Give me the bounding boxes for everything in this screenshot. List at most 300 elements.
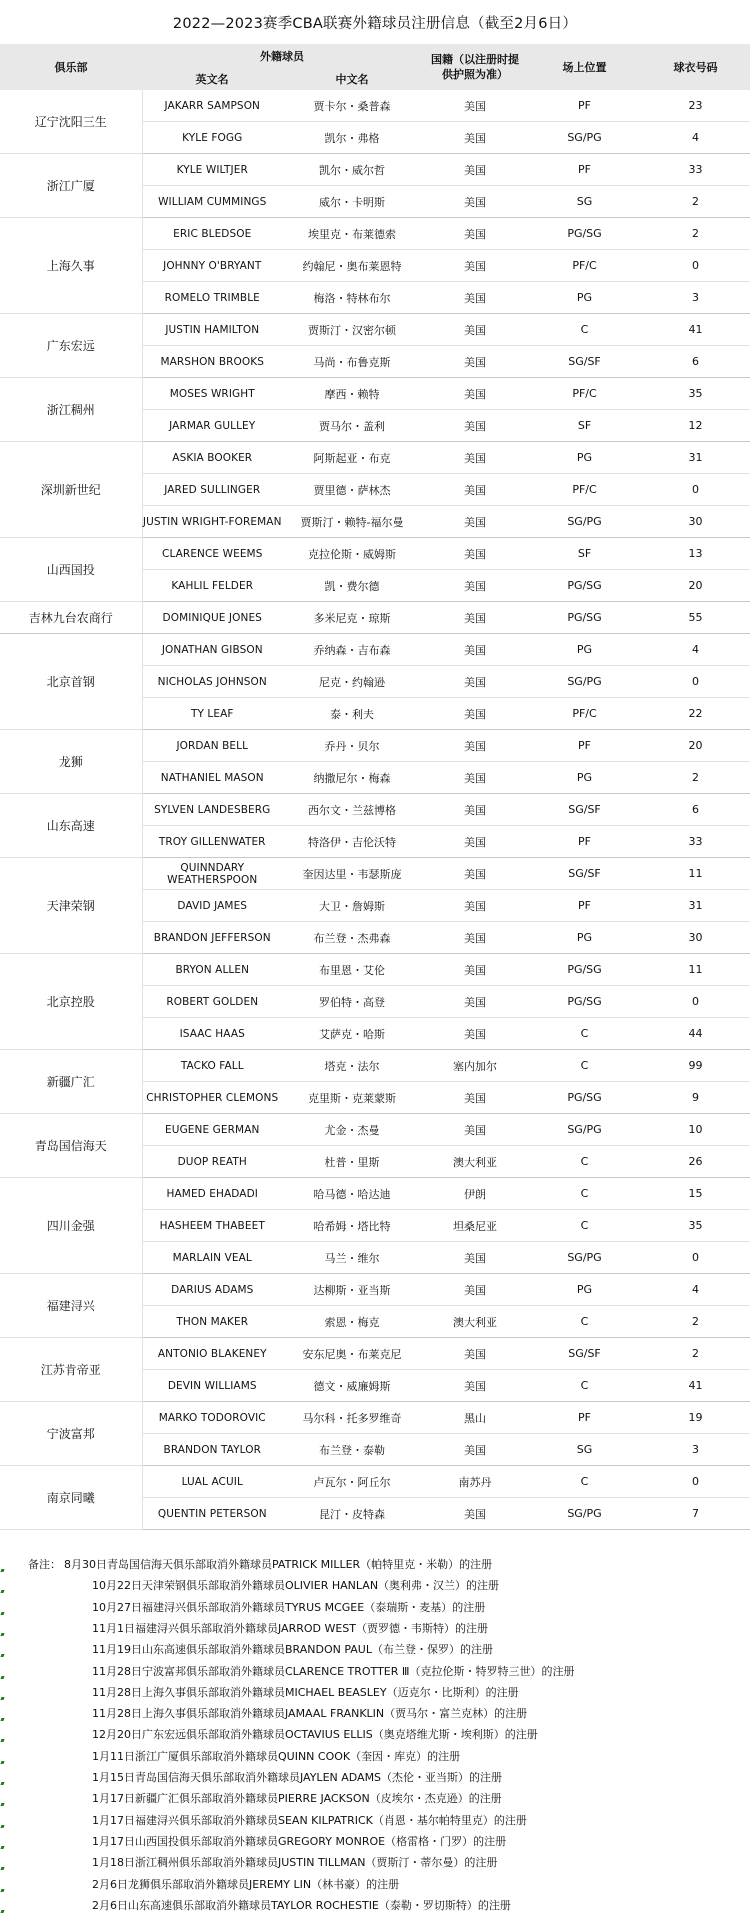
jersey-number-cell: 31 (641, 890, 750, 922)
club-name: 南京同曦 (0, 1466, 142, 1530)
position-cell: PF/C (528, 250, 641, 282)
chinese-name-cell: 特洛伊・吉伦沃特 (282, 826, 422, 858)
bullet-mark-icon (0, 1910, 4, 1913)
chinese-name-cell: 克拉伦斯・威姆斯 (282, 538, 422, 570)
english-name-cell: LUAL ACUIL (142, 1466, 282, 1498)
note-text: 1月15日青岛国信海天俱乐部取消外籍球员JAYLEN ADAMS（杰伦・亚当斯）的注册 (92, 1771, 503, 1784)
position-cell: SG/PG (528, 122, 641, 154)
english-name-cell: MOSES WRIGHT (142, 378, 282, 410)
nationality-cell: 美国 (422, 1274, 528, 1306)
bullet-mark-icon (0, 1612, 4, 1615)
jersey-number-cell: 11 (641, 954, 750, 986)
english-name-cell: CLARENCE WEEMS (142, 538, 282, 570)
nationality-cell: 美国 (422, 474, 528, 506)
chinese-name-cell: 贾斯汀・汉密尔顿 (282, 314, 422, 346)
position-cell: PF (528, 1402, 641, 1434)
jersey-number-cell: 0 (641, 666, 750, 698)
bullet-mark-icon (0, 1676, 4, 1679)
chinese-name-cell: 约翰尼・奥布莱恩特 (282, 250, 422, 282)
jersey-number-cell: 31 (641, 442, 750, 474)
nationality-cell: 美国 (422, 1338, 528, 1370)
table-row (0, 794, 750, 826)
jersey-number-cell: 30 (641, 506, 750, 538)
position-cell: C (528, 1370, 641, 1402)
chinese-name-cell: 安东尼奥・布莱克尼 (282, 1338, 422, 1370)
position-cell: PG (528, 922, 641, 954)
chinese-name-cell: 奎因达里・韦瑟斯庞 (282, 858, 422, 890)
position-cell: SG/SF (528, 346, 641, 378)
nationality-cell: 美国 (422, 442, 528, 474)
jersey-number-cell: 26 (641, 1146, 750, 1178)
chinese-name-cell: 凯尔・弗格 (282, 122, 422, 154)
header-club: 俱乐部 (0, 44, 142, 90)
english-name-cell: DEVIN WILLIAMS (142, 1370, 282, 1402)
position-cell: SG/SF (528, 1338, 641, 1370)
chinese-name-cell: 大卫・詹姆斯 (282, 890, 422, 922)
club-name: 青岛国信海天 (0, 1114, 142, 1178)
header-jersey: 球衣号码 (641, 44, 750, 90)
table-row (0, 218, 750, 250)
position-cell: PF (528, 890, 641, 922)
bullet-mark-icon (0, 1761, 4, 1764)
position-cell: PG (528, 1274, 641, 1306)
english-name-cell: JARED SULLINGER (142, 474, 282, 506)
chinese-name-cell: 布兰登・泰勒 (282, 1434, 422, 1466)
chinese-name-cell: 摩西・赖特 (282, 378, 422, 410)
english-name-cell: SYLVEN LANDESBERG (142, 794, 282, 826)
nationality-cell: 美国 (422, 282, 528, 314)
bullet-mark-icon (0, 1739, 4, 1742)
english-name-cell: TACKO FALL (142, 1050, 282, 1082)
position-cell: PF/C (528, 378, 641, 410)
position-cell: PG/SG (528, 1082, 641, 1114)
jersey-number-cell: 12 (641, 410, 750, 442)
note-text: 11月1日福建浔兴俱乐部取消外籍球员JARROD WEST（贾罗德・韦斯特）的注册 (92, 1621, 489, 1635)
english-name-cell: QUENTIN PETERSON (142, 1498, 282, 1530)
nationality-cell: 美国 (422, 1370, 528, 1402)
position-cell: PG/SG (528, 570, 641, 602)
club-name: 天津荣钢 (0, 858, 142, 954)
club-name: 宁波富邦 (0, 1402, 142, 1466)
position-cell: PF/C (528, 698, 641, 730)
bullet-mark-icon (0, 1633, 4, 1636)
nationality-cell: 美国 (422, 986, 528, 1018)
english-name-cell: MARKO TODOROVIC (142, 1402, 282, 1434)
english-name-cell: JUSTIN WRIGHT-FOREMAN (142, 506, 282, 538)
club-name: 吉林九台农商行 (0, 602, 142, 634)
bullet-mark-icon (0, 1654, 4, 1657)
nationality-cell: 美国 (422, 666, 528, 698)
chinese-name-cell: 卢瓦尔・阿丘尔 (282, 1466, 422, 1498)
bullet-mark-icon (0, 1846, 4, 1849)
nationality-cell: 澳大利亚 (422, 1306, 528, 1338)
jersey-number-cell: 3 (641, 1434, 750, 1466)
nationality-cell: 美国 (422, 1498, 528, 1530)
english-name-cell: ANTONIO BLAKENEY (142, 1338, 282, 1370)
english-name-cell: KAHLIL FELDER (142, 570, 282, 602)
chinese-name-cell: 马兰・维尔 (282, 1242, 422, 1274)
chinese-name-cell: 阿斯起亚・布克 (282, 442, 422, 474)
table-row (0, 1114, 750, 1146)
chinese-name-cell: 贾马尔・盖利 (282, 410, 422, 442)
jersey-number-cell: 41 (641, 1370, 750, 1402)
nationality-cell: 美国 (422, 218, 528, 250)
nationality-cell: 美国 (422, 762, 528, 794)
nationality-cell: 塞内加尔 (422, 1050, 528, 1082)
chinese-name-cell: 艾萨克・哈斯 (282, 1018, 422, 1050)
chinese-name-cell: 克里斯・克莱蒙斯 (282, 1082, 422, 1114)
chinese-name-cell: 德文・威廉姆斯 (282, 1370, 422, 1402)
english-name-cell: TY LEAF (142, 698, 282, 730)
position-cell: SG/PG (528, 1114, 641, 1146)
table-row (0, 442, 750, 474)
english-name-cell: HAMED EHADADI (142, 1178, 282, 1210)
english-name-cell: JORDAN BELL (142, 730, 282, 762)
jersey-number-cell: 0 (641, 986, 750, 1018)
position-cell: PF (528, 90, 641, 122)
jersey-number-cell: 35 (641, 378, 750, 410)
bullet-mark-icon (0, 1718, 4, 1721)
bullet-mark-icon (0, 1867, 4, 1870)
jersey-number-cell: 4 (641, 1274, 750, 1306)
nationality-cell: 伊朗 (422, 1178, 528, 1210)
position-cell: SG/SF (528, 858, 641, 890)
chinese-name-cell: 昆汀・皮特森 (282, 1498, 422, 1530)
position-cell: PG/SG (528, 218, 641, 250)
table-row (0, 858, 750, 890)
table-row (0, 378, 750, 410)
position-cell: PG/SG (528, 954, 641, 986)
position-cell: SG/PG (528, 1498, 641, 1530)
table-row (0, 90, 750, 122)
nationality-cell: 美国 (422, 730, 528, 762)
club-name: 上海久事 (0, 218, 142, 314)
jersey-number-cell: 0 (641, 250, 750, 282)
position-cell: SG/PG (528, 666, 641, 698)
note-text: 11月19日山东高速俱乐部取消外籍球员BRANDON PAUL（布兰登・保罗）的注册 (92, 1643, 493, 1657)
jersey-number-cell: 41 (641, 314, 750, 346)
club-name: 深圳新世纪 (0, 442, 142, 538)
club-name: 福建浔兴 (0, 1274, 142, 1338)
chinese-name-cell: 多米尼克・琼斯 (282, 602, 422, 634)
chinese-name-cell: 达柳斯・亚当斯 (282, 1274, 422, 1306)
position-cell: PG (528, 282, 641, 314)
english-name-cell: ROBERT GOLDEN (142, 986, 282, 1018)
table-row (0, 1338, 750, 1370)
jersey-number-cell: 2 (641, 218, 750, 250)
table-row (0, 602, 750, 634)
note-text: 11月28日上海久事俱乐部取消外籍球员MICHAEL BEASLEY（迈克尔・比斯利）的注册 (92, 1685, 519, 1699)
jersey-number-cell: 10 (641, 1114, 750, 1146)
jersey-number-cell: 19 (641, 1402, 750, 1434)
english-name-cell: JONATHAN GIBSON (142, 634, 282, 666)
club-name: 山西国投 (0, 538, 142, 602)
position-cell: C (528, 1210, 641, 1242)
nationality-cell: 美国 (422, 858, 528, 890)
club-name: 浙江稠州 (0, 378, 142, 442)
position-cell: PG (528, 634, 641, 666)
nationality-cell: 美国 (422, 890, 528, 922)
english-name-cell: ERIC BLEDSOE (142, 218, 282, 250)
english-name-cell: BRYON ALLEN (142, 954, 282, 986)
position-cell: SG (528, 186, 641, 218)
registration-table (0, 44, 750, 1530)
jersey-number-cell: 15 (641, 1178, 750, 1210)
nationality-cell: 美国 (422, 186, 528, 218)
chinese-name-cell: 索恩・梅克 (282, 1306, 422, 1338)
chinese-name-cell: 埃里克・布莱德索 (282, 218, 422, 250)
chinese-name-cell: 威尔・卡明斯 (282, 186, 422, 218)
chinese-name-cell: 乔丹・贝尔 (282, 730, 422, 762)
header-nationality: 国籍（以注册时提供护照为准） (422, 44, 528, 90)
note-text: 1月17日福建浔兴俱乐部取消外籍球员SEAN KILPATRICK（肖恩・基尔帕特里克）的注册 (92, 1813, 527, 1827)
nationality-cell: 美国 (422, 346, 528, 378)
english-name-cell: KYLE WILTJER (142, 154, 282, 186)
nationality-cell: 美国 (422, 506, 528, 538)
english-name-cell: JAKARR SAMPSON (142, 90, 282, 122)
nationality-cell: 美国 (422, 1434, 528, 1466)
note-text: 2月6日山东高速俱乐部取消外籍球员TAYLOR ROCHESTIE（泰勒・罗切斯特）的注册 (92, 1898, 511, 1912)
club-name: 北京首钢 (0, 634, 142, 730)
bullet-mark-icon (0, 1825, 4, 1828)
nationality-cell: 美国 (422, 570, 528, 602)
header-foreign-player: 外籍球员 (142, 44, 422, 68)
english-name-cell: DARIUS ADAMS (142, 1274, 282, 1306)
note-text: 2月6日龙狮俱乐部取消外籍球员JEREMY LIN（林书豪）的注册 (92, 1877, 400, 1891)
table-row (0, 954, 750, 986)
position-cell: PG/SG (528, 986, 641, 1018)
chinese-name-cell: 凯・费尔德 (282, 570, 422, 602)
position-cell: C (528, 1146, 641, 1178)
position-cell: PG/SG (528, 602, 641, 634)
bullet-mark-icon (0, 1803, 4, 1806)
english-name-cell: ASKIA BOOKER (142, 442, 282, 474)
note-text: 10月27日福建浔兴俱乐部取消外籍球员TYRUS MCGEE（泰瑞斯・麦基）的注册 (92, 1600, 486, 1614)
note-text: 11月28日上海久事俱乐部取消外籍球员JAMAAL FRANKLIN（贾马尔・富兰克林）的注册 (92, 1707, 528, 1721)
club-name: 江苏肯帝亚 (0, 1338, 142, 1402)
bullet-mark-icon (0, 1569, 4, 1572)
table-row (0, 634, 750, 666)
jersey-number-cell: 6 (641, 346, 750, 378)
nationality-cell: 美国 (422, 250, 528, 282)
table-row (0, 1178, 750, 1210)
header-position: 场上位置 (528, 44, 641, 90)
chinese-name-cell: 杜普・里斯 (282, 1146, 422, 1178)
position-cell: C (528, 1306, 641, 1338)
chinese-name-cell: 马尚・布鲁克斯 (282, 346, 422, 378)
position-cell: C (528, 314, 641, 346)
nationality-cell: 美国 (422, 154, 528, 186)
club-name: 广东宏远 (0, 314, 142, 378)
club-name: 新疆广汇 (0, 1050, 142, 1114)
english-name-cell: QUINNDARY WEATHERSPOON (142, 858, 282, 890)
english-name-cell: THON MAKER (142, 1306, 282, 1338)
nationality-cell: 美国 (422, 954, 528, 986)
club-name: 四川金强 (0, 1178, 142, 1274)
jersey-number-cell: 2 (641, 1306, 750, 1338)
english-name-cell: DUOP REATH (142, 1146, 282, 1178)
table-row (0, 154, 750, 186)
bullet-mark-icon (0, 1889, 4, 1892)
nationality-cell: 坦桑尼亚 (422, 1210, 528, 1242)
note-text: 12月20日广东宏远俱乐部取消外籍球员OCTAVIUS ELLIS（奥克塔维尤斯・埃利斯）的注册 (92, 1728, 538, 1742)
position-cell: PF/C (528, 474, 641, 506)
chinese-name-cell: 尤金・杰曼 (282, 1114, 422, 1146)
english-name-cell: TROY GILLENWATER (142, 826, 282, 858)
position-cell: SG/PG (528, 506, 641, 538)
english-name-cell: NICHOLAS JOHNSON (142, 666, 282, 698)
english-name-cell: HASHEEM THABEET (142, 1210, 282, 1242)
chinese-name-cell: 贾里德・萨林杰 (282, 474, 422, 506)
jersey-number-cell: 0 (641, 474, 750, 506)
chinese-name-cell: 布里恩・艾伦 (282, 954, 422, 986)
jersey-number-cell: 9 (641, 1082, 750, 1114)
chinese-name-cell: 尼克・约翰逊 (282, 666, 422, 698)
position-cell: PF (528, 826, 641, 858)
nationality-cell: 美国 (422, 794, 528, 826)
english-name-cell: MARLAIN VEAL (142, 1242, 282, 1274)
club-name: 北京控股 (0, 954, 142, 1050)
bullet-mark-icon (0, 1590, 4, 1593)
position-cell: C (528, 1466, 641, 1498)
english-name-cell: BRANDON TAYLOR (142, 1434, 282, 1466)
jersey-number-cell: 33 (641, 154, 750, 186)
english-name-cell: BRANDON JEFFERSON (142, 922, 282, 954)
english-name-cell: JOHNNY O'BRYANT (142, 250, 282, 282)
english-name-cell: DAVID JAMES (142, 890, 282, 922)
notes-label: 备注： (28, 1558, 61, 1571)
note-text: 10月22日天津荣钢俱乐部取消外籍球员OLIVIER HANLAN（奥利弗・汉兰）的注册 (92, 1579, 500, 1593)
chinese-name-cell: 马尔科・托多罗维奇 (282, 1402, 422, 1434)
chinese-name-cell: 塔克・法尔 (282, 1050, 422, 1082)
club-name: 龙狮 (0, 730, 142, 794)
table-row (0, 1402, 750, 1434)
jersey-number-cell: 55 (641, 602, 750, 634)
nationality-cell: 美国 (422, 90, 528, 122)
table-row (0, 730, 750, 762)
bullet-mark-icon (0, 1782, 4, 1785)
header-english-name: 英文名 (142, 68, 282, 90)
table-row (0, 1050, 750, 1082)
position-cell: SG (528, 1434, 641, 1466)
nationality-cell: 美国 (422, 922, 528, 954)
nationality-cell: 澳大利亚 (422, 1146, 528, 1178)
table-row (0, 1466, 750, 1498)
english-name-cell: WILLIAM CUMMINGS (142, 186, 282, 218)
english-name-cell: EUGENE GERMAN (142, 1114, 282, 1146)
chinese-name-cell: 纳撒尼尔・梅森 (282, 762, 422, 794)
jersey-number-cell: 0 (641, 1242, 750, 1274)
note-text: 1月17日山西国投俱乐部取消外籍球员GREGORY MONROE（格雷格・门罗）的注册 (92, 1834, 507, 1848)
club-name: 山东高速 (0, 794, 142, 858)
jersey-number-cell: 99 (641, 1050, 750, 1082)
chinese-name-cell: 哈马德・哈达迪 (282, 1178, 422, 1210)
jersey-number-cell: 20 (641, 570, 750, 602)
nationality-cell: 美国 (422, 698, 528, 730)
position-cell: SG/SF (528, 794, 641, 826)
chinese-name-cell: 罗伯特・高登 (282, 986, 422, 1018)
page-title: 2022—2023赛季CBA联赛外籍球员注册信息（截至2月6日） (172, 16, 578, 32)
table-row (0, 538, 750, 570)
position-cell: C (528, 1050, 641, 1082)
chinese-name-cell: 贾卡尔・桑普森 (282, 90, 422, 122)
nationality-cell: 美国 (422, 378, 528, 410)
jersey-number-cell: 6 (641, 794, 750, 826)
nationality-cell: 黑山 (422, 1402, 528, 1434)
jersey-number-cell: 22 (641, 698, 750, 730)
chinese-name-cell: 布兰登・杰弗森 (282, 922, 422, 954)
chinese-name-cell: 西尔文・兰兹博格 (282, 794, 422, 826)
position-cell: SF (528, 410, 641, 442)
chinese-name-cell: 贾斯汀・赖特-福尔曼 (282, 506, 422, 538)
nationality-cell: 南苏丹 (422, 1466, 528, 1498)
jersey-number-cell: 2 (641, 1338, 750, 1370)
jersey-number-cell: 20 (641, 730, 750, 762)
nationality-cell: 美国 (422, 410, 528, 442)
chinese-name-cell: 泰・利夫 (282, 698, 422, 730)
jersey-number-cell: 30 (641, 922, 750, 954)
english-name-cell: MARSHON BROOKS (142, 346, 282, 378)
jersey-number-cell: 2 (641, 186, 750, 218)
jersey-number-cell: 13 (641, 538, 750, 570)
nationality-cell: 美国 (422, 314, 528, 346)
jersey-number-cell: 44 (641, 1018, 750, 1050)
nationality-cell: 美国 (422, 1018, 528, 1050)
jersey-number-cell: 23 (641, 90, 750, 122)
position-cell: PG (528, 762, 641, 794)
jersey-number-cell: 4 (641, 122, 750, 154)
english-name-cell: NATHANIEL MASON (142, 762, 282, 794)
english-name-cell: JUSTIN HAMILTON (142, 314, 282, 346)
jersey-number-cell: 3 (641, 282, 750, 314)
nationality-cell: 美国 (422, 122, 528, 154)
table-row (0, 314, 750, 346)
jersey-number-cell: 4 (641, 634, 750, 666)
nationality-cell: 美国 (422, 634, 528, 666)
chinese-name-cell: 梅洛・特林布尔 (282, 282, 422, 314)
jersey-number-cell: 33 (641, 826, 750, 858)
english-name-cell: KYLE FOGG (142, 122, 282, 154)
english-name-cell: CHRISTOPHER CLEMONS (142, 1082, 282, 1114)
jersey-number-cell: 2 (641, 762, 750, 794)
nationality-cell: 美国 (422, 538, 528, 570)
note-text: 1月17日新疆广汇俱乐部取消外籍球员PIERRE JACKSON（皮埃尔・杰克逊）的注册 (92, 1792, 502, 1806)
note-text: 8月30日青岛国信海天俱乐部取消外籍球员PATRICK MILLER（帕特里克・米勒）的注册 (64, 1558, 493, 1571)
jersey-number-cell: 0 (641, 1466, 750, 1498)
club-name: 辽宁沈阳三生 (0, 90, 142, 154)
header-chinese-name: 中文名 (282, 68, 422, 90)
jersey-number-cell: 11 (641, 858, 750, 890)
position-cell: PF (528, 730, 641, 762)
position-cell: PG (528, 442, 641, 474)
note-text: 11月28日宁波富邦俱乐部取消外籍球员CLARENCE TROTTER Ⅲ（克拉伦斯・特罗特三世）的注册 (92, 1664, 575, 1678)
position-cell: C (528, 1178, 641, 1210)
club-name: 浙江广厦 (0, 154, 142, 218)
note-text: 1月11日浙江广厦俱乐部取消外籍球员QUINN COOK（奎因・库克）的注册 (92, 1749, 461, 1763)
english-name-cell: DOMINIQUE JONES (142, 602, 282, 634)
position-cell: SF (528, 538, 641, 570)
nationality-cell: 美国 (422, 1242, 528, 1274)
nationality-cell: 美国 (422, 826, 528, 858)
english-name-cell: ROMELO TRIMBLE (142, 282, 282, 314)
position-cell: SG/PG (528, 1242, 641, 1274)
position-cell: C (528, 1018, 641, 1050)
bullet-mark-icon (0, 1697, 4, 1700)
nationality-cell: 美国 (422, 1114, 528, 1146)
position-cell: PF (528, 154, 641, 186)
jersey-number-cell: 7 (641, 1498, 750, 1530)
jersey-number-cell: 35 (641, 1210, 750, 1242)
